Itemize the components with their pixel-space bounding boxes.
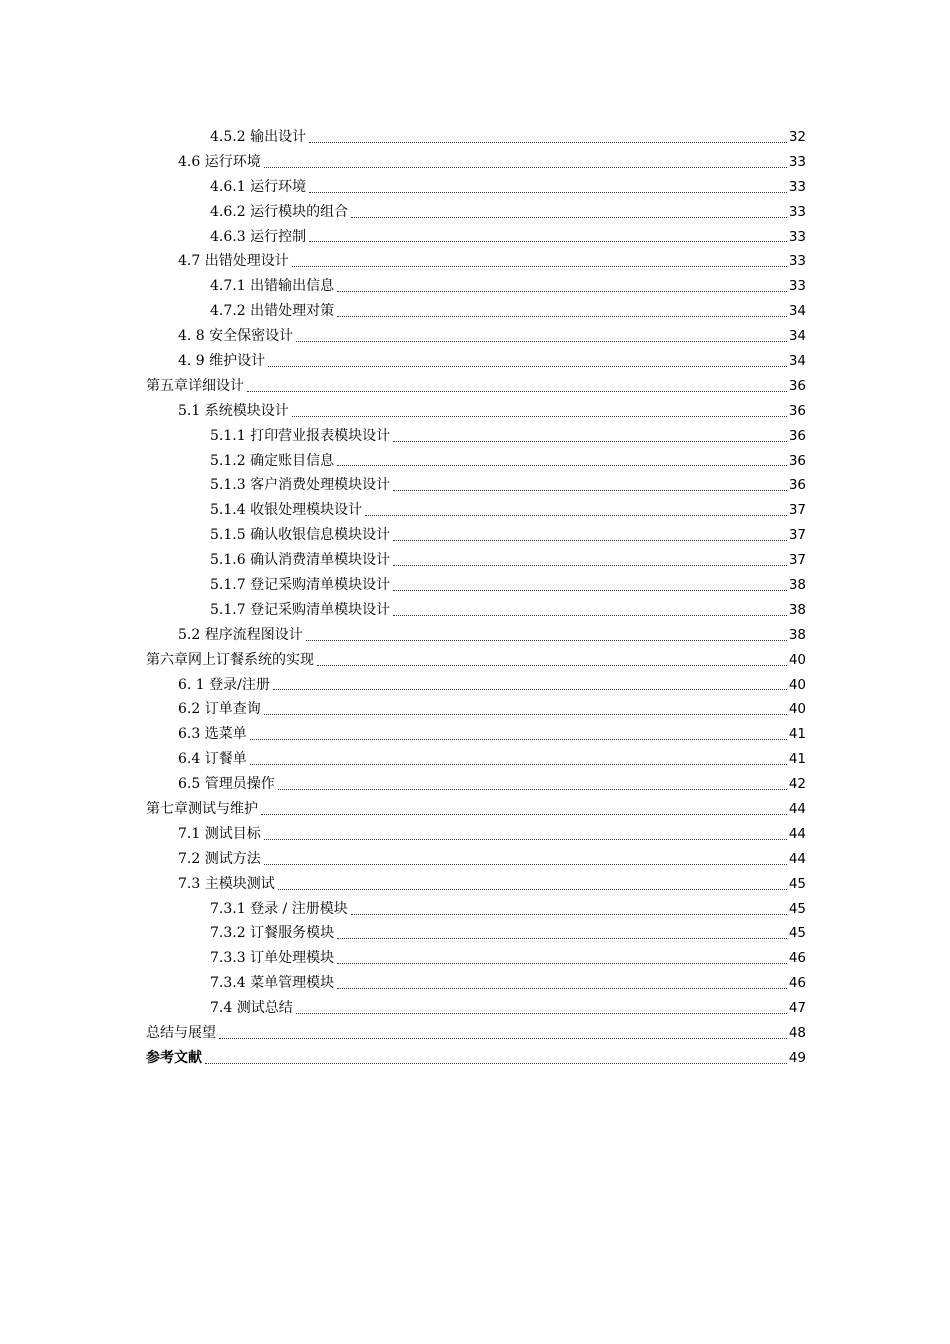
toc-entry[interactable] bbox=[146, 225, 806, 250]
toc-page-number: 44 bbox=[788, 850, 806, 867]
toc-dot-leader bbox=[292, 416, 787, 417]
toc-page-number: 47 bbox=[788, 1000, 806, 1017]
toc-entry-title: 第六章网上订餐系统的实现 bbox=[146, 651, 314, 668]
toc-entry-title: 5.1 系统模块设计 bbox=[178, 402, 289, 419]
toc-entry-title: 4.6.2 运行模块的组合 bbox=[210, 203, 349, 220]
toc-page-number: 38 bbox=[788, 626, 806, 643]
toc-entry-title: 7.1 测试目标 bbox=[178, 825, 261, 842]
toc-entry-title: 7.4 测试总结 bbox=[210, 1000, 293, 1017]
toc-entry-title: 4.7.1 出错输出信息 bbox=[210, 278, 335, 295]
toc-entry-title: 6.3 选菜单 bbox=[178, 726, 247, 743]
toc-entry-title: 4.6 运行环境 bbox=[178, 153, 261, 170]
toc-dot-leader bbox=[337, 963, 787, 964]
toc-entry-title: 4. 8 安全保密设计 bbox=[178, 328, 294, 345]
toc-page-number: 33 bbox=[788, 253, 806, 270]
toc-entry[interactable] bbox=[146, 548, 806, 573]
toc-entry[interactable] bbox=[146, 374, 806, 399]
toc-dot-leader bbox=[337, 938, 787, 939]
toc-entry-title: 5.1.1 打印营业报表模块设计 bbox=[210, 427, 391, 444]
toc-page-number: 44 bbox=[788, 801, 806, 818]
toc-page-number: 36 bbox=[788, 402, 806, 419]
toc-page-number: 38 bbox=[788, 601, 806, 618]
toc-page-number: 34 bbox=[788, 353, 806, 369]
toc-entry-title: 5.1.6 确认消费清单模块设计 bbox=[210, 552, 391, 569]
toc-entry[interactable] bbox=[146, 125, 806, 150]
toc-page-number: 46 bbox=[788, 950, 806, 967]
toc-dot-leader bbox=[393, 565, 787, 566]
toc-page-number: 40 bbox=[788, 651, 806, 668]
toc-page-number: 44 bbox=[788, 825, 806, 842]
toc-entry[interactable] bbox=[146, 150, 806, 175]
toc-page-number: 38 bbox=[788, 577, 806, 594]
toc-page-number: 33 bbox=[788, 153, 806, 170]
toc-dot-leader bbox=[273, 689, 787, 690]
toc-entry[interactable] bbox=[146, 175, 806, 200]
toc-entry[interactable] bbox=[146, 299, 806, 324]
toc-entry-title: 4.6.1 运行环境 bbox=[210, 178, 307, 195]
toc-entry-title: 6.4 订餐单 bbox=[178, 751, 247, 768]
toc-dot-leader bbox=[365, 515, 787, 516]
toc-entry-title: 4.5.2 输出设计 bbox=[210, 128, 307, 145]
toc-page-number: 45 bbox=[788, 925, 806, 942]
toc-page-number: 33 bbox=[788, 203, 806, 220]
toc-page-number: 49 bbox=[788, 1049, 806, 1066]
toc-page-number: 34 bbox=[788, 328, 806, 345]
toc-entry[interactable] bbox=[146, 200, 806, 225]
toc-page-number: 33 bbox=[788, 228, 806, 245]
toc-entry[interactable] bbox=[146, 946, 806, 971]
toc-dot-leader bbox=[393, 615, 787, 616]
toc-entry-title: 5.2 程序流程图设计 bbox=[178, 626, 303, 643]
toc-entry[interactable] bbox=[146, 822, 806, 847]
toc-entry[interactable] bbox=[146, 747, 806, 772]
toc-dot-leader bbox=[351, 217, 787, 218]
toc-entry[interactable] bbox=[146, 722, 806, 747]
toc-dot-leader bbox=[268, 366, 787, 367]
toc-entry[interactable] bbox=[146, 523, 806, 548]
toc-entry[interactable] bbox=[146, 673, 806, 698]
toc-entry[interactable] bbox=[146, 498, 806, 523]
toc-page-number: 45 bbox=[788, 875, 806, 892]
toc-page-number: 36 bbox=[788, 477, 806, 494]
toc-entry-title: 5.1.5 确认收银信息模块设计 bbox=[210, 527, 391, 544]
toc-dot-leader bbox=[309, 142, 787, 143]
toc-dot-leader bbox=[292, 266, 787, 267]
toc-dot-leader bbox=[306, 640, 787, 641]
toc-page-number: 41 bbox=[788, 751, 806, 768]
toc-page-number: 37 bbox=[788, 502, 806, 519]
toc-entry-title: 4.7 出错处理设计 bbox=[178, 253, 289, 270]
toc-dot-leader bbox=[264, 167, 787, 168]
toc-dot-leader bbox=[296, 1013, 787, 1014]
toc-dot-leader bbox=[393, 490, 787, 491]
toc-entry-title: 第七章测试与维护 bbox=[146, 801, 258, 818]
toc-entry[interactable] bbox=[146, 772, 806, 797]
toc-entry[interactable] bbox=[146, 971, 806, 996]
toc-page-number: 32 bbox=[788, 128, 806, 145]
toc-entry[interactable] bbox=[146, 797, 806, 822]
toc-dot-leader bbox=[219, 1038, 787, 1039]
toc-dot-leader bbox=[393, 441, 787, 442]
toc-dot-leader bbox=[309, 241, 787, 242]
toc-entry[interactable] bbox=[146, 249, 806, 274]
toc-entry-title: 第五章详细设计 bbox=[146, 377, 244, 394]
toc-entry[interactable] bbox=[146, 424, 806, 449]
toc-dot-leader bbox=[317, 665, 787, 666]
toc-dot-leader bbox=[337, 988, 787, 989]
toc-entry[interactable] bbox=[146, 1021, 806, 1046]
toc-entry-title: 7.2 测试方法 bbox=[178, 850, 261, 867]
toc-entry-title: 6.2 订单查询 bbox=[178, 701, 261, 718]
toc-entry-title: 7.3.3 订单处理模块 bbox=[210, 950, 335, 967]
toc-entry[interactable] bbox=[146, 349, 806, 374]
toc-dot-leader bbox=[278, 789, 787, 790]
toc-dot-leader bbox=[264, 714, 787, 715]
toc-entry[interactable] bbox=[146, 697, 806, 722]
toc-entry-title: 5.1.4 收银处理模块设计 bbox=[210, 502, 363, 519]
toc-entry-title: 5.1.7 登记采购清单模块设计 bbox=[210, 577, 391, 594]
toc-page-number: 42 bbox=[788, 776, 806, 793]
toc-entry[interactable] bbox=[146, 324, 806, 349]
toc-entry[interactable] bbox=[146, 274, 806, 299]
toc-entry[interactable] bbox=[146, 897, 806, 922]
toc-entry[interactable] bbox=[146, 473, 806, 498]
toc-dot-leader bbox=[250, 739, 787, 740]
toc-page-number: 37 bbox=[788, 527, 806, 544]
toc-page-number: 36 bbox=[788, 377, 806, 394]
toc-entry[interactable] bbox=[146, 623, 806, 648]
toc-dot-leader bbox=[393, 590, 787, 591]
toc-dot-leader bbox=[264, 864, 787, 865]
toc-entry-title: 4. 9 维护设计 bbox=[178, 353, 266, 369]
toc-dot-leader bbox=[278, 889, 787, 890]
toc-entry[interactable] bbox=[146, 996, 806, 1021]
toc-dot-leader bbox=[247, 391, 787, 392]
toc-entry-title: 5.1.3 客户消费处理模块设计 bbox=[210, 477, 391, 494]
toc-entry[interactable] bbox=[146, 922, 806, 947]
toc-entry-title: 7.3.2 订餐服务模块 bbox=[210, 925, 335, 942]
toc-dot-leader bbox=[264, 839, 787, 840]
toc-entry-title: 参考文献 bbox=[146, 1049, 202, 1066]
toc-dot-leader bbox=[393, 540, 787, 541]
toc-page-number: 40 bbox=[788, 701, 806, 718]
toc-entry-title: 7.3 主模块测试 bbox=[178, 875, 275, 892]
toc-page-number: 37 bbox=[788, 552, 806, 569]
toc-entry[interactable] bbox=[146, 648, 806, 673]
toc-page-number: 40 bbox=[788, 676, 806, 693]
toc-entry-title: 7.3.1 登录 / 注册模块 bbox=[210, 900, 348, 917]
toc-entry-title: 4.6.3 运行控制 bbox=[210, 228, 307, 245]
table-of-contents bbox=[146, 125, 806, 1071]
toc-dot-leader bbox=[205, 1063, 787, 1064]
toc-entry[interactable] bbox=[146, 872, 806, 897]
toc-page-number: 36 bbox=[788, 452, 806, 469]
toc-dot-leader bbox=[296, 341, 787, 342]
toc-page-number: 48 bbox=[788, 1025, 806, 1042]
toc-dot-leader bbox=[250, 764, 787, 765]
toc-page-number: 34 bbox=[788, 303, 806, 320]
toc-entry-title: 4.7.2 出错处理对策 bbox=[210, 303, 335, 320]
toc-page-number: 33 bbox=[788, 278, 806, 295]
toc-dot-leader bbox=[337, 291, 787, 292]
toc-entry[interactable] bbox=[146, 598, 806, 623]
toc-entry[interactable] bbox=[146, 1046, 806, 1071]
toc-page-number: 45 bbox=[788, 900, 806, 917]
toc-dot-leader bbox=[309, 192, 787, 193]
toc-entry[interactable] bbox=[146, 847, 806, 872]
toc-dot-leader bbox=[337, 316, 787, 317]
toc-dot-leader bbox=[351, 914, 787, 915]
toc-entry-title: 5.1.7 登记采购清单模块设计 bbox=[210, 601, 391, 618]
toc-page-number: 46 bbox=[788, 975, 806, 992]
toc-entry[interactable] bbox=[146, 449, 806, 474]
toc-entry[interactable] bbox=[146, 573, 806, 598]
toc-page-number: 41 bbox=[788, 726, 806, 743]
toc-entry-title: 7.3.4 菜单管理模块 bbox=[210, 975, 335, 992]
toc-entry-title: 6. 1 登录/注册 bbox=[178, 676, 270, 693]
toc-entry-title: 5.1.2 确定账目信息 bbox=[210, 452, 335, 469]
toc-entry-title: 6.5 管理员操作 bbox=[178, 776, 275, 793]
toc-entry[interactable] bbox=[146, 399, 806, 424]
toc-page-number: 36 bbox=[788, 427, 806, 444]
toc-dot-leader bbox=[337, 465, 787, 466]
toc-page-number: 33 bbox=[788, 178, 806, 195]
toc-entry-title: 总结与展望 bbox=[146, 1025, 216, 1042]
toc-dot-leader bbox=[261, 814, 787, 815]
